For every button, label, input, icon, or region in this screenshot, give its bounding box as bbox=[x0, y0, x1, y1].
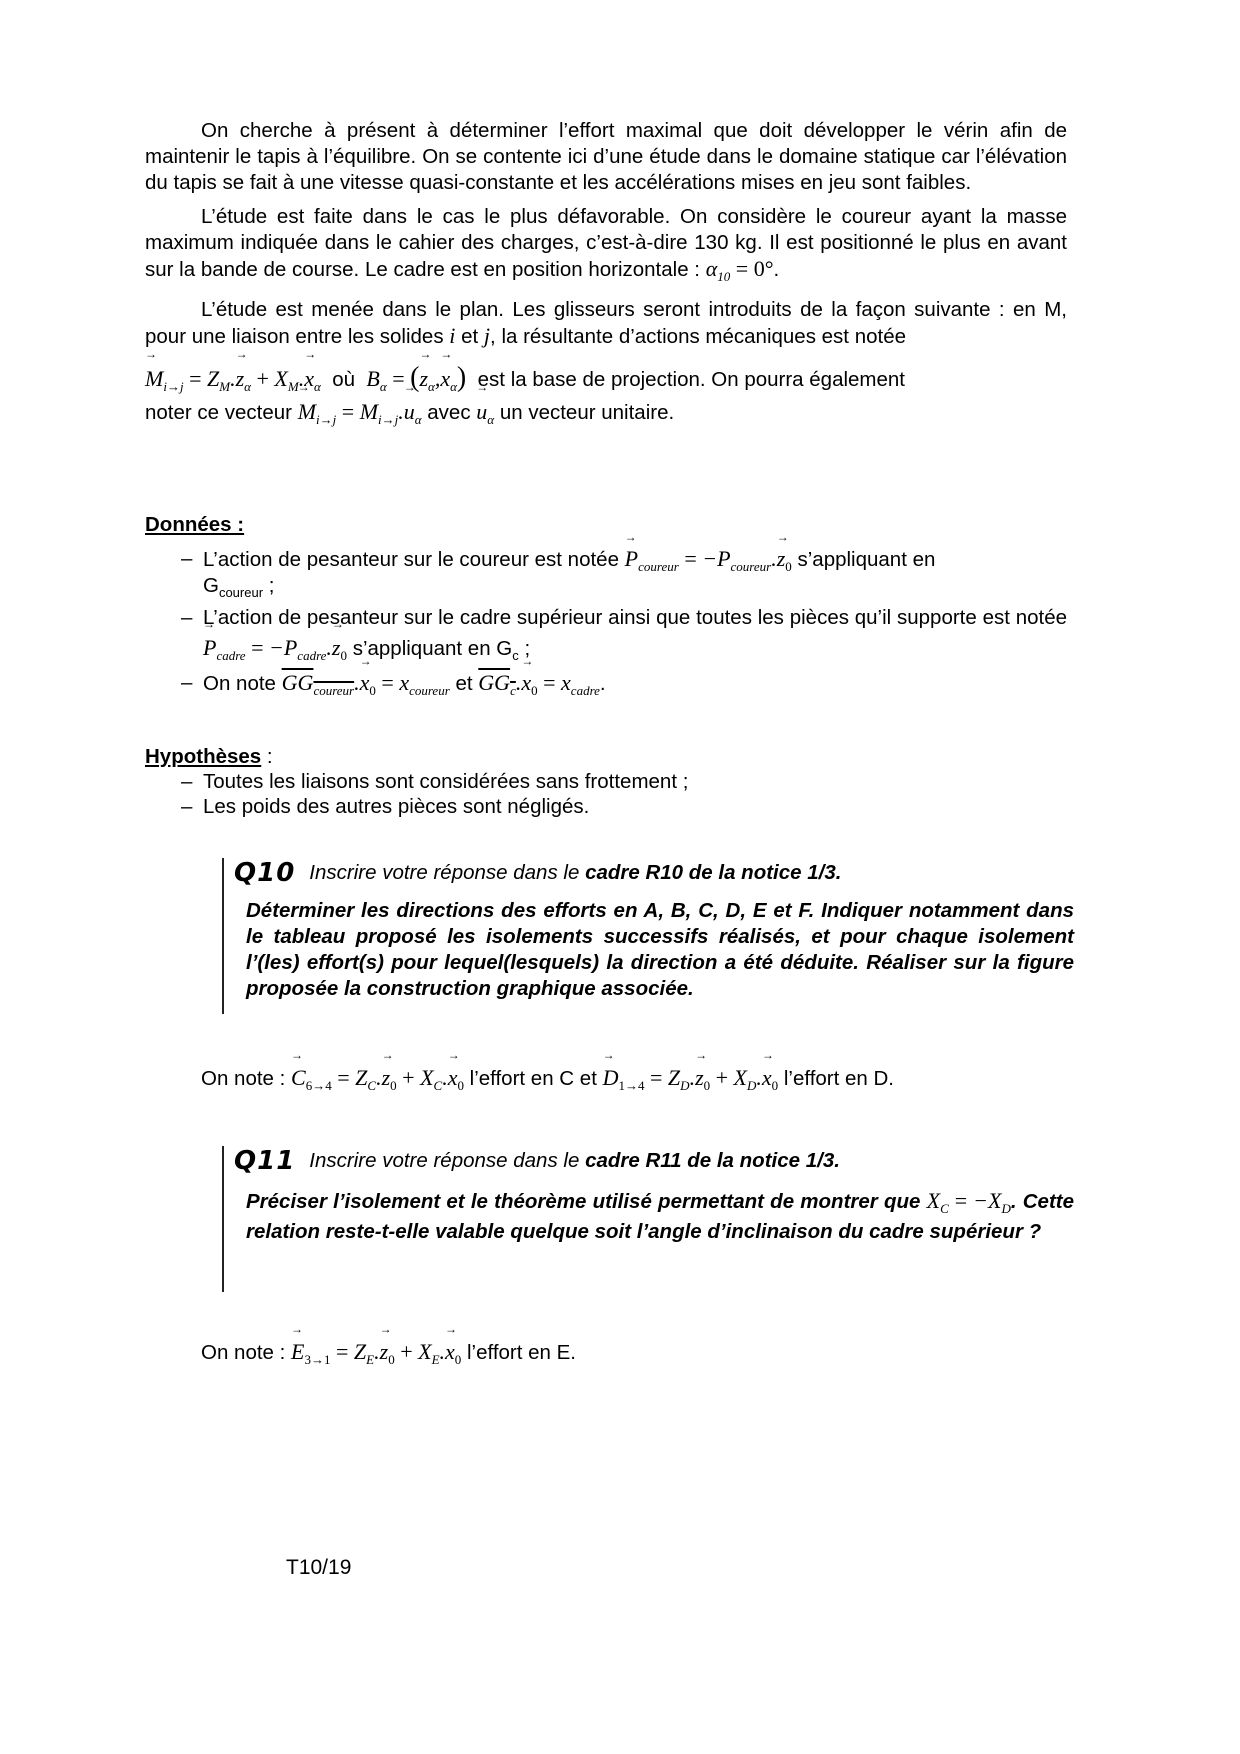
hypotheses-title-line: Hypothèses : bbox=[145, 745, 273, 768]
q11-body: Préciser l’isolement et le théorème utilisé permettant de montrer que $X_C = -X_D$. Cette relation reste-t-elle valable quelque soit l’angle d’inclinaison du cadre supérieur ? bbox=[246, 1188, 1075, 1243]
q10-body: Déterminer les directions des efforts en A, B, C, D, E et F. Indiquer notamment dans le tableau proposé les isolements successifs réalisés, et pour chaque isolement l’(les) effort(s) pour lequel(lesquels) la direction a été déduite. Réaliser sur la figure proposée la construction graphique associée. bbox=[246, 899, 1074, 1000]
p3-avec: avec bbox=[427, 401, 471, 424]
donnees-title: Données : bbox=[145, 513, 245, 536]
alpha-equation: $\alpha_{10} = 0^\circ$ bbox=[705, 256, 774, 284]
solid-i: i bbox=[449, 323, 456, 348]
m-vector-unit-equation: → $M_{i\to j} = M_{i\to j}.\to u_\alpha$ bbox=[298, 399, 422, 424]
document-body bbox=[145, 118, 1067, 429]
p3-et: et bbox=[461, 325, 479, 348]
q10-cadre-ref: cadre R10 de la notice 1/3. bbox=[585, 861, 842, 884]
donnees-item-3: – On note $GG_{coureur}.\to x_0 = x_{coureur}$ et $GG_c.\to x_0 = x_{cadre}$. bbox=[145, 670, 1067, 697]
p3-text-c: est la base de projection. On pourra également bbox=[477, 368, 906, 391]
gg-coureur-equation: $GG_{coureur}.\to x_0 = x_{coureur}$ bbox=[282, 670, 450, 695]
p3-text-e: un vecteur unitaire. bbox=[499, 401, 675, 424]
intro-paragraph-2-text: L’étude est faite dans le cas le plus défavorable. On considère le coureur ayant la masse maximum indiquée dans le cahier des charges, c’est-à-dire 130 kg. Il est positionné le plus en avant sur la bande de course. Le cadre est en position horizontale : bbox=[145, 205, 1067, 281]
donnees-section bbox=[145, 512, 1067, 697]
note-c-d: On note : → $C_{6\to 4} = Z_C.\to z_0 + X_C.\to x_0$ l’effort en C et → $D_{1\to 4} = Z_D.\to z_0 + X_D.\to x_0$ l’effort en D. bbox=[201, 1064, 1081, 1093]
intro-paragraph-3 bbox=[145, 297, 1067, 350]
p3-ou: où bbox=[332, 368, 355, 391]
p3-text-b: , la résultante d’actions mécaniques est notée bbox=[490, 325, 906, 348]
donnees-list bbox=[145, 546, 1067, 697]
intro-paragraph-2: L’étude est faite dans le cas le plus défavorable. On considère le coureur ayant la masse maximum indiquée dans le cahier des charges, c’est-à-dire 130 kg. Il est positionné le plus en avant sur la bande de course. Le cadre est en position horizontale : $\alpha_{10} = 0^\circ$. bbox=[145, 205, 1067, 284]
donnees-item-1: – L’action de pesanteur sur le coureur est notée → $P_{coureur} = -P_{coureur}.\to z_0$ s’appliquant en $G_{coureur}$ ; bbox=[145, 546, 1067, 599]
hypotheses-list bbox=[145, 769, 1067, 819]
m-vector-equation: → $M_{i\to j} = Z_M.\to z_\alpha + X_M.\to x_\alpha$ bbox=[145, 366, 321, 391]
note-e: On note : → $E_{3\to 1} = Z_E.\to z_0 + X_E.\to x_0$ l’effort en E. bbox=[201, 1338, 1081, 1367]
question-q10-box bbox=[222, 858, 1074, 1014]
donnees-item-2: – L’action de pesanteur sur le cadre supérieur ainsi que toutes les pièces qu’il supporte est notée → $P_{cadre} = -P_{cadre}.\to z_0$ s’appliquant en $G_c$ ; bbox=[145, 603, 1067, 664]
page-number: T10/19 bbox=[286, 1556, 352, 1579]
hypotheses-title: Hypothèses bbox=[145, 745, 262, 768]
c-effort-equation: → $C_{6\to 4} = Z_C.\to z_0 + X_C.\to x_0$ bbox=[291, 1065, 464, 1090]
gg-cadre-equation: $GG_c.\to x_0 = x_{cadre}$ bbox=[478, 670, 600, 695]
q11-cadre-ref: cadre R11 de la notice 1/3. bbox=[585, 1149, 840, 1172]
d-effort-equation: → $D_{1\to 4} = Z_D.\to z_0 + X_D.\to x_0$ bbox=[603, 1065, 779, 1090]
q11-number: Q11 bbox=[234, 1146, 296, 1176]
p-cadre-equation: → $P_{cadre} = -P_{cadre}.\to z_0$ bbox=[203, 635, 347, 660]
q11-header: Q11 Inscrire votre réponse dans le cadre R11 de la notice 1/3. bbox=[234, 1146, 840, 1176]
p-coureur-equation: → $P_{coureur} = -P_{coureur}.\to z_0$ bbox=[625, 546, 792, 571]
question-q11-box bbox=[222, 1146, 1074, 1292]
e-effort-equation: → $E_{3\to 1} = Z_E.\to z_0 + X_E.\to x_0$ bbox=[291, 1339, 461, 1364]
base-equation: $B_\alpha$ = (→ $z_\alpha,\to x_\alpha$) bbox=[366, 366, 466, 391]
intro-paragraph-1: On cherche à présent à déterminer l’effort maximal que doit développer le vérin afin de maintenir le tapis à l’équilibre. On se contente ici d’une étude dans le domaine statique car l’élévation du tapis se fait à une vitesse quasi-constante et les accélérations mises en jeu sont faibles. bbox=[145, 119, 1067, 194]
hypothesis-item: – Les poids des autres pièces sont négligés. bbox=[145, 794, 1067, 819]
intro-paragraph-3-formulas bbox=[145, 362, 1067, 429]
hypotheses-section bbox=[145, 744, 1067, 819]
xc-xd-equation: $X_C = -X_D$ bbox=[926, 1188, 1011, 1216]
hypothesis-item: – Toutes les liaisons sont considérées sans frottement ; bbox=[145, 769, 1067, 794]
p3-text-d: noter ce vecteur bbox=[145, 401, 292, 424]
solid-j: j bbox=[483, 323, 491, 348]
q10-header: Q10 Inscrire votre réponse dans le cadre R10 de la notice 1/3. bbox=[234, 858, 842, 888]
unit-vector: → $u_\alpha$ bbox=[476, 399, 494, 424]
q10-number: Q10 bbox=[234, 858, 296, 888]
p3-text-a: L’étude est menée dans le plan. Les glisseurs seront introduits de la façon suivante : en M, pour une liaison entre les solides bbox=[145, 298, 1067, 348]
